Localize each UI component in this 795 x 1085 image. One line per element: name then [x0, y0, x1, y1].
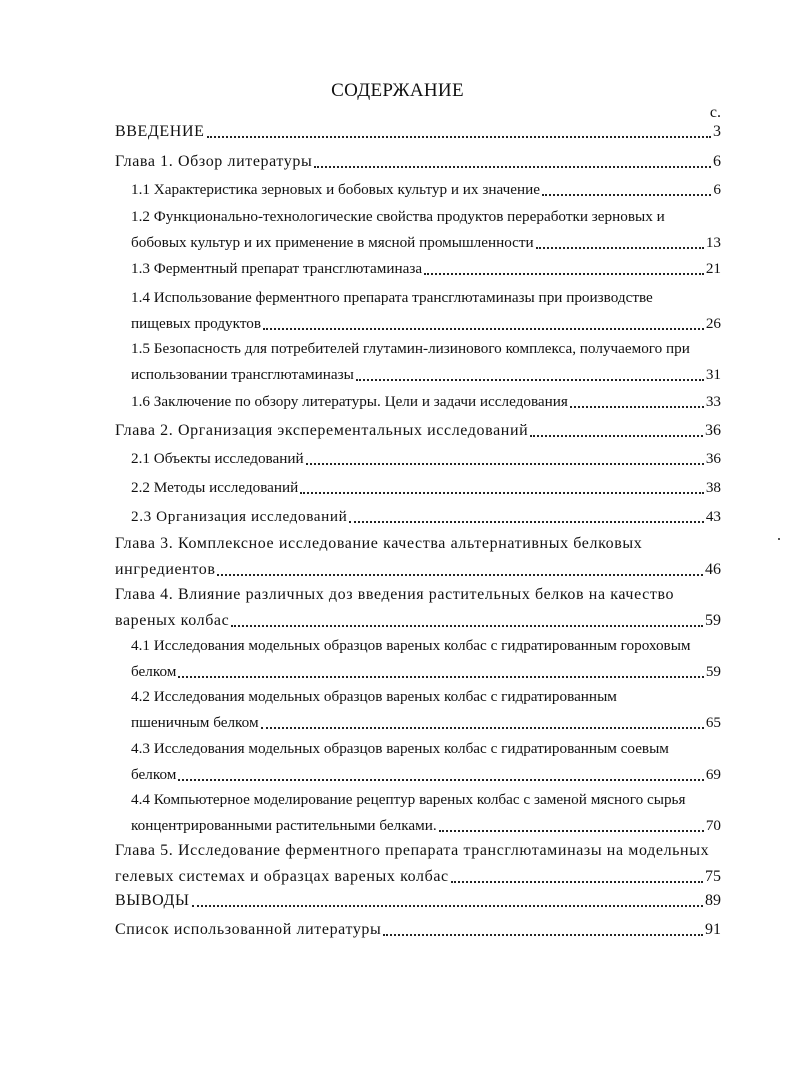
toc-entry-section-1-4[interactable]	[131, 285, 721, 337]
dot-leader	[383, 934, 703, 936]
toc-entry-text: Глава 3. Комплексное исследование качества альтернативных белковых	[115, 535, 643, 552]
toc-entry-section-1-1[interactable]	[131, 177, 721, 203]
dot-leader	[300, 492, 704, 494]
dot-leader	[178, 676, 703, 678]
toc-entry-page: 91	[705, 921, 721, 938]
toc-entry-text: Глава 4. Влияние различных доз введения растительных белков на качество	[115, 586, 675, 603]
toc-entry-section-1-6[interactable]	[131, 389, 721, 415]
page-title: СОДЕРЖАНИЕ	[331, 80, 464, 101]
dot-leader	[263, 328, 704, 330]
toc-entry-page: 36	[705, 450, 721, 467]
dot-leader	[217, 574, 703, 576]
toc-entry-page: 26	[705, 315, 721, 332]
dot-leader	[356, 379, 704, 381]
toc-entry-text: 2.3 Организация исследований	[131, 508, 348, 525]
toc-entry-section-1-5[interactable]	[131, 336, 721, 388]
toc-entry-page: 31	[705, 366, 721, 383]
toc-entry-introduction[interactable]	[115, 119, 721, 145]
toc-entry-text-continued: бобовых культур и их применение в мясной промышленности	[131, 234, 534, 251]
toc-entry-page: 65	[705, 714, 721, 731]
toc-entry-section-4-2[interactable]	[131, 684, 721, 736]
toc-entry-text-continued: ингредиентов	[115, 561, 216, 578]
toc-entry-section-2-1[interactable]	[131, 446, 721, 472]
dot-leader	[261, 727, 704, 729]
toc-entry-chapter-5[interactable]	[115, 838, 721, 890]
toc-entry-text: 4.1 Исследования модельных образцов вареных колбас с гидратированным гороховым	[131, 637, 691, 654]
toc-entry-page: 13	[705, 234, 721, 251]
toc-entry-text-continued: белком	[131, 663, 177, 680]
toc-entry-section-1-3[interactable]	[131, 256, 721, 282]
dot-leader	[231, 625, 703, 627]
toc-entry-text: 1.4 Использование ферментного препарата трансглютаминазы при производстве	[131, 289, 653, 306]
toc-entry-page: 36	[705, 422, 721, 439]
dot-leader	[306, 463, 704, 465]
toc-entry-page: 69	[705, 766, 721, 783]
toc-entry-section-1-2[interactable]	[131, 204, 721, 256]
toc-entry-text-continued: пшеничным белком	[131, 714, 259, 731]
toc-entry-page: 75	[705, 868, 721, 885]
dot-leader	[439, 830, 704, 832]
toc-entry-page: 89	[705, 892, 721, 909]
page-column-label: с.	[709, 104, 721, 121]
toc-entry-text-continued: использовании трансглютаминазы	[131, 366, 354, 383]
toc-entry-page: 59	[705, 612, 721, 629]
toc-entry-conclusions[interactable]	[115, 888, 721, 914]
toc-entry-text-continued: концентрированными растительными белками.	[131, 817, 437, 834]
toc-entry-section-4-4[interactable]	[131, 787, 721, 839]
toc-entry-section-4-3[interactable]	[131, 736, 721, 788]
scan-speck	[778, 538, 780, 540]
toc-entry-page: 33	[705, 393, 721, 410]
toc-entry-text: 4.2 Исследования модельных образцов вареных колбас с гидратированным	[131, 688, 617, 705]
toc-entry-section-4-1[interactable]	[131, 633, 721, 685]
toc-entry-text-continued: пищевых продуктов	[131, 315, 262, 332]
toc-entry-page: 21	[705, 260, 721, 277]
dot-leader	[207, 136, 712, 138]
toc-entry-text: Глава 1. Обзор литературы	[115, 153, 313, 170]
toc-entry-text: ВВЕДЕНИЕ	[115, 123, 205, 140]
toc-entry-text: 2.1 Объекты исследований	[131, 450, 304, 467]
toc-entry-page: 3	[713, 123, 721, 140]
toc-entry-page: 6	[713, 181, 721, 198]
toc-entry-text: Глава 5. Исследование ферментного препарата трансглютаминазы на модельных	[115, 842, 710, 859]
toc-entry-page: 70	[705, 817, 721, 834]
toc-entry-chapter-4[interactable]	[115, 582, 721, 634]
toc-entry-chapter-2[interactable]	[115, 418, 721, 444]
dot-leader	[424, 273, 704, 275]
toc-entry-page: 6	[713, 153, 721, 170]
toc-entry-text: 1.6 Заключение по обзору литературы. Цели и задачи исследования	[131, 393, 568, 410]
toc-entry-chapter-3[interactable]	[115, 531, 721, 583]
toc-entry-text: Список использованной литературы	[115, 921, 382, 938]
toc-entry-text: 1.2 Функционально-технологические свойства продуктов переработки зерновых и	[131, 208, 665, 225]
dot-leader	[349, 521, 704, 523]
dot-leader	[542, 194, 711, 196]
dot-leader	[570, 406, 704, 408]
toc-entry-page: 43	[705, 508, 721, 525]
toc-entry-text: 4.4 Компьютерное моделирование рецептур вареных колбас с заменой мясного сырья	[131, 791, 686, 808]
dot-leader	[192, 905, 703, 907]
toc-entry-text: 2.2 Методы исследований	[131, 479, 299, 496]
dot-leader	[178, 779, 703, 781]
toc-entry-text: 1.3 Ферментный препарат трансглютаминаза	[131, 260, 423, 277]
dot-leader	[314, 166, 711, 168]
dot-leader	[536, 247, 704, 249]
toc-entry-chapter-1[interactable]	[115, 149, 721, 175]
toc-entry-page: 46	[705, 561, 721, 578]
toc-entry-text: ВЫВОДЫ	[115, 892, 190, 909]
toc-entry-text-continued: вареных колбас	[115, 612, 230, 629]
toc-entry-references[interactable]	[115, 917, 721, 943]
toc-entry-text-continued: белком	[131, 766, 177, 783]
toc-entry-section-2-2[interactable]	[131, 475, 721, 501]
toc-entry-text: 4.3 Исследования модельных образцов вареных колбас с гидратированным соевым	[131, 740, 669, 757]
toc-entry-page: 38	[705, 479, 721, 496]
dot-leader	[530, 435, 703, 437]
toc-entry-text: 1.5 Безопасность для потребителей глутамин-лизинового комплекса, получаемого при	[131, 340, 690, 357]
toc-entry-text: Глава 2. Организация эксперементальных исследований	[115, 422, 529, 439]
toc-entry-text: 1.1 Характеристика зерновых и бобовых культур и их значение	[131, 181, 540, 198]
toc-entry-text-continued: гелевых системах и образцах вареных колбас	[115, 868, 449, 885]
dot-leader	[451, 881, 703, 883]
toc-entry-page: 59	[705, 663, 721, 680]
toc-entry-section-2-3[interactable]	[131, 504, 721, 530]
